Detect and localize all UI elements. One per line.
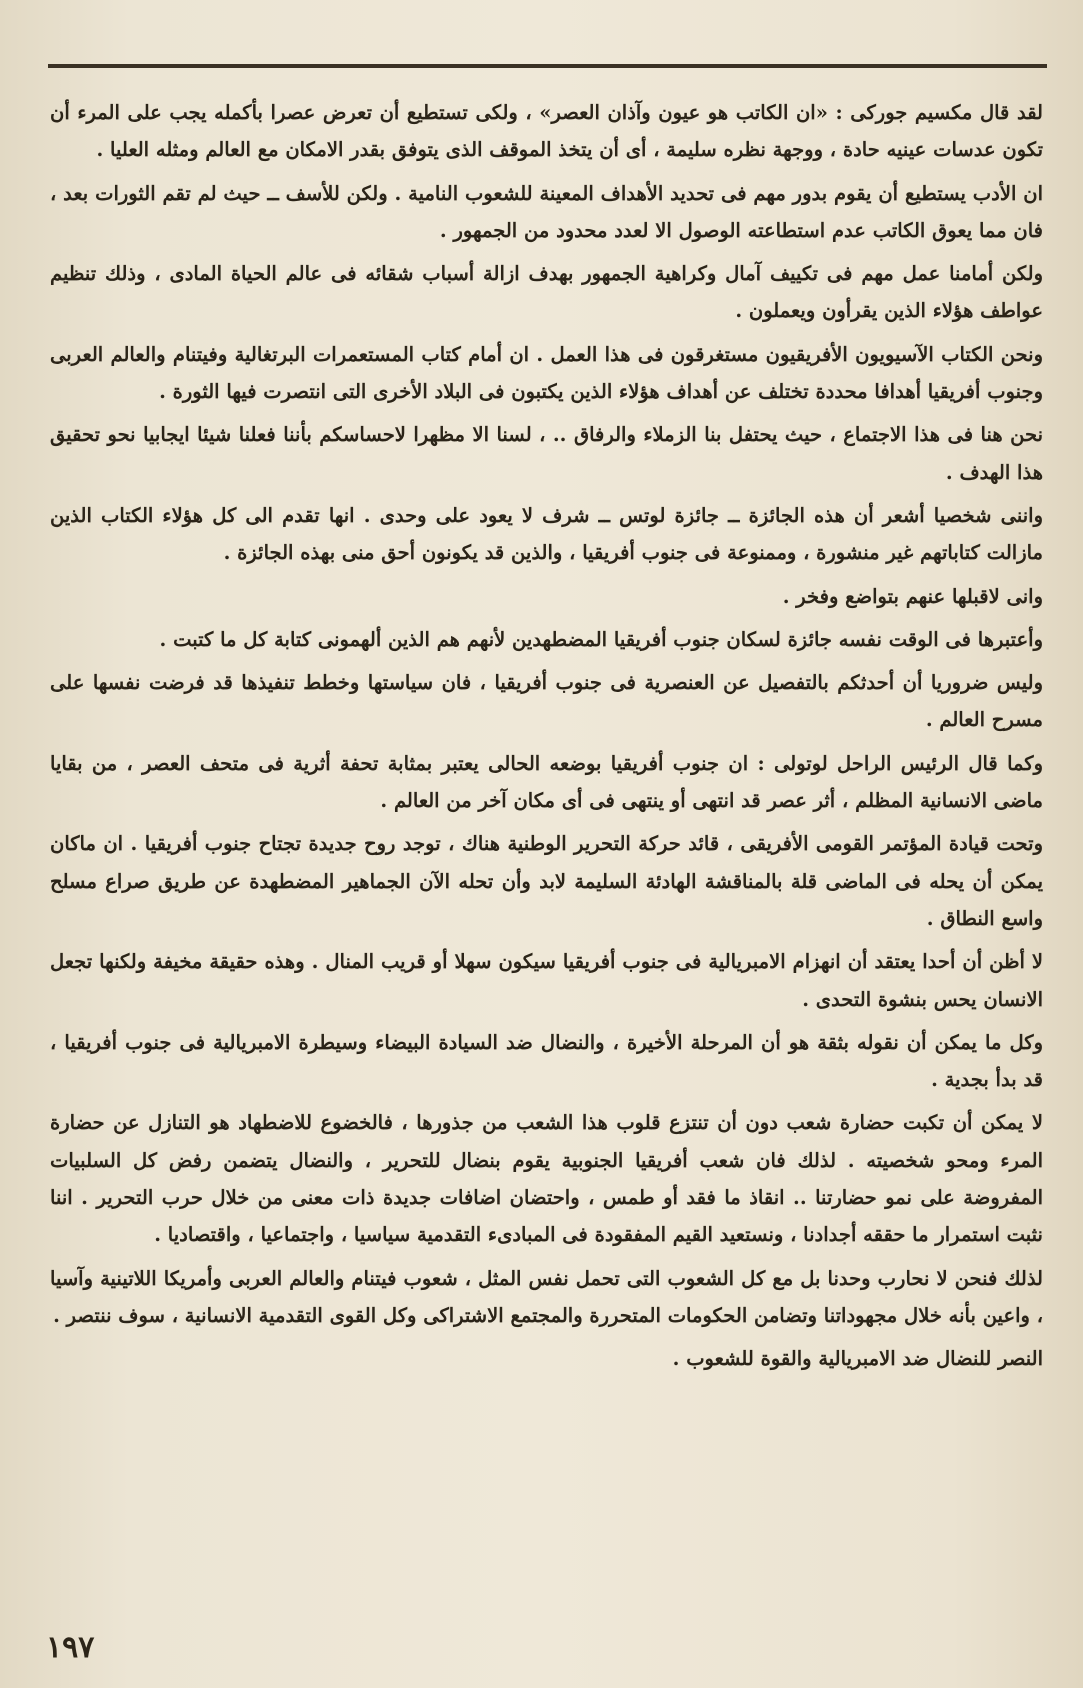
paragraph: وليس ضروريا أن أحدثكم بالتفصيل عن العنصرية فى جنوب أفريقيا ، فان سياستها وخطط تنفيذها قد فرضت نفسها على مسرح العالم . <box>50 671 1043 732</box>
paragraph: ان الأدب يستطيع أن يقوم بدور مهم فى تحديد الأهداف المعينة للشعوب النامية . ولكن للأسف ــ حيث لم تقم الثورات بعد ، فان مما يعوق الكاتب عدم استطاعته الوصول الا لعدد محدود من الجمهور . <box>50 181 1043 242</box>
paragraph: النصر للنضال ضد الامبريالية والقوة للشعوب . <box>672 1347 1043 1371</box>
paragraph: وكل ما يمكن أن نقوله بثقة هو أن المرحلة الأخيرة ، والنضال ضد السيادة البيضاء وسيطرة الامبريالية فى جنوب أفريقيا ، قد بدأ بجدية . <box>50 1030 1043 1092</box>
paragraph: وانى لاقبلها عنهم بتواضع وفخر . <box>782 584 1043 608</box>
page-number: ١٩٧ <box>46 1630 95 1665</box>
paragraph: وأعتبرها فى الوقت نفسه جائزة لسكان جنوب أفريقيا المضطهدين لأنهم هم الذين ألهمونى كتابة كل ما كتبت . <box>159 627 1043 651</box>
paragraph: وتحت قيادة المؤتمر القومى الأفريقى ، قائد حركة التحرير الوطنية هناك ، توجد روح جديدة تجتاح جنوب أفريقيا . ان ماكان يمكن أن يحله فى الماضى قلة بالمناقشة الهادئة السليمة لابد وأن تحله الآن الجماهير المضطهدة عن طريق صراع مسلح واسع النطاق . <box>50 832 1043 930</box>
paragraph: نحن هنا فى هذا الاجتماع ، حيث يحتفل بنا الزملاء والرفاق .. ، لسنا الا مظهرا لاحساسكم بأننا فعلنا شيئا ايجابيا نحو تحقيق هذا الهدف . <box>50 423 1043 484</box>
paragraph: وكما قال الرئيس الراحل لوتولى : ان جنوب أفريقيا بوضعه الحالى يعتبر بمثابة تحفة أثرية فى متحف العصر ، من بقايا ماضى الانسانية المظلم ، أثر عصر قد انتهى أو ينتهى فى أى مكان آخر من العالم . <box>50 751 1043 813</box>
paragraph: لذلك فنحن لا نحارب وحدنا بل مع كل الشعوب التى تحمل نفس المثل ، شعوب فيتنام والعالم العربى وأمريكا اللاتينية وآسيا ، واعين بأنه خلال مجهوداتنا وتضامن الحكومات المتحررة والمجتمع الاشتراكى وكل القوى التقدمية الانسانية ، سوف ننتصر . <box>50 1266 1043 1327</box>
paragraph: لقد قال مكسيم جوركى : «ان الكاتب هو عيون وآذان العصر» ، ولكى تستطيع أن تعرض عصرا بأكمله يجب على المرء أن تكون عدسات عينيه حادة ، ووجهة نظره سليمة ، أى أن يتخذ الموقف الذى يتوفق بقدر الامكان مع العالم ومثله العليا . <box>50 101 1043 162</box>
paragraph: واننى شخصيا أشعر أن هذه الجائزة ــ جائزة لوتس ــ شرف لا يعود على وحدى . انها تقدم الى كل هؤلاء الكتاب الذين مازالت كتاباتهم غير منشورة ، وممنوعة فى جنوب أفريقيا ، والذين قد يكونون أحق منى بهذه الجائزة . <box>50 503 1043 565</box>
body-text <box>50 94 1043 1384</box>
header-rule <box>48 64 1047 68</box>
paragraph: ولكن أمامنا عمل مهم فى تكييف آمال وكراهية الجمهور بهدف ازالة أسباب شقائه فى عالم الحياة المادى ، وذلك تنظيم عواطف هؤلاء الذين يقرأون ويعملون . <box>50 262 1043 323</box>
paragraph: ونحن الكتاب الآسيويون الأفريقيون مستغرقون فى هذا العمل . ان أمام كتاب المستعمرات البرتغالية وفيتنام والعالم العربى وجنوب أفريقيا أهدافا محددة تختلف عن أهداف هؤلاء الذين يكتبون فى البلاد الأخرى التى انتصرت فيها الثورة . <box>50 342 1043 404</box>
paragraph: لا أظن أن أحدا يعتقد أن انهزام الامبريالية فى جنوب أفريقيا سيكون سهلا أو قريب المنال . وهذه حقيقة مخيفة ولكنها تجعل الانسان يحس بنشوة التحدى . <box>50 950 1043 1011</box>
paragraph: لا يمكن أن تكبت حضارة شعب دون أن تنتزع قلوب هذا الشعب من جذورها ، فالخضوع للاضطهاد هو التنازل عن حضارة المرء ومحو شخصيته . لذلك فان شعب أفريقيا الجنوبية يقوم بنضال للتحرير ، والنضال يتضمن رفض كل السلبيات المفروضة على نمو حضارتنا .. انقاذ ما فقد أو طمس ، واحتضان اضافات جديدة ذات معنى من خلال حرب التحرير . اننا نثبت استمرار ما حققه أجدادنا ، ونستعيد القيم المفقودة فى المبادىء التقدمية سياسيا ، واجتماعيا ، واقتصاديا . <box>50 1111 1043 1247</box>
